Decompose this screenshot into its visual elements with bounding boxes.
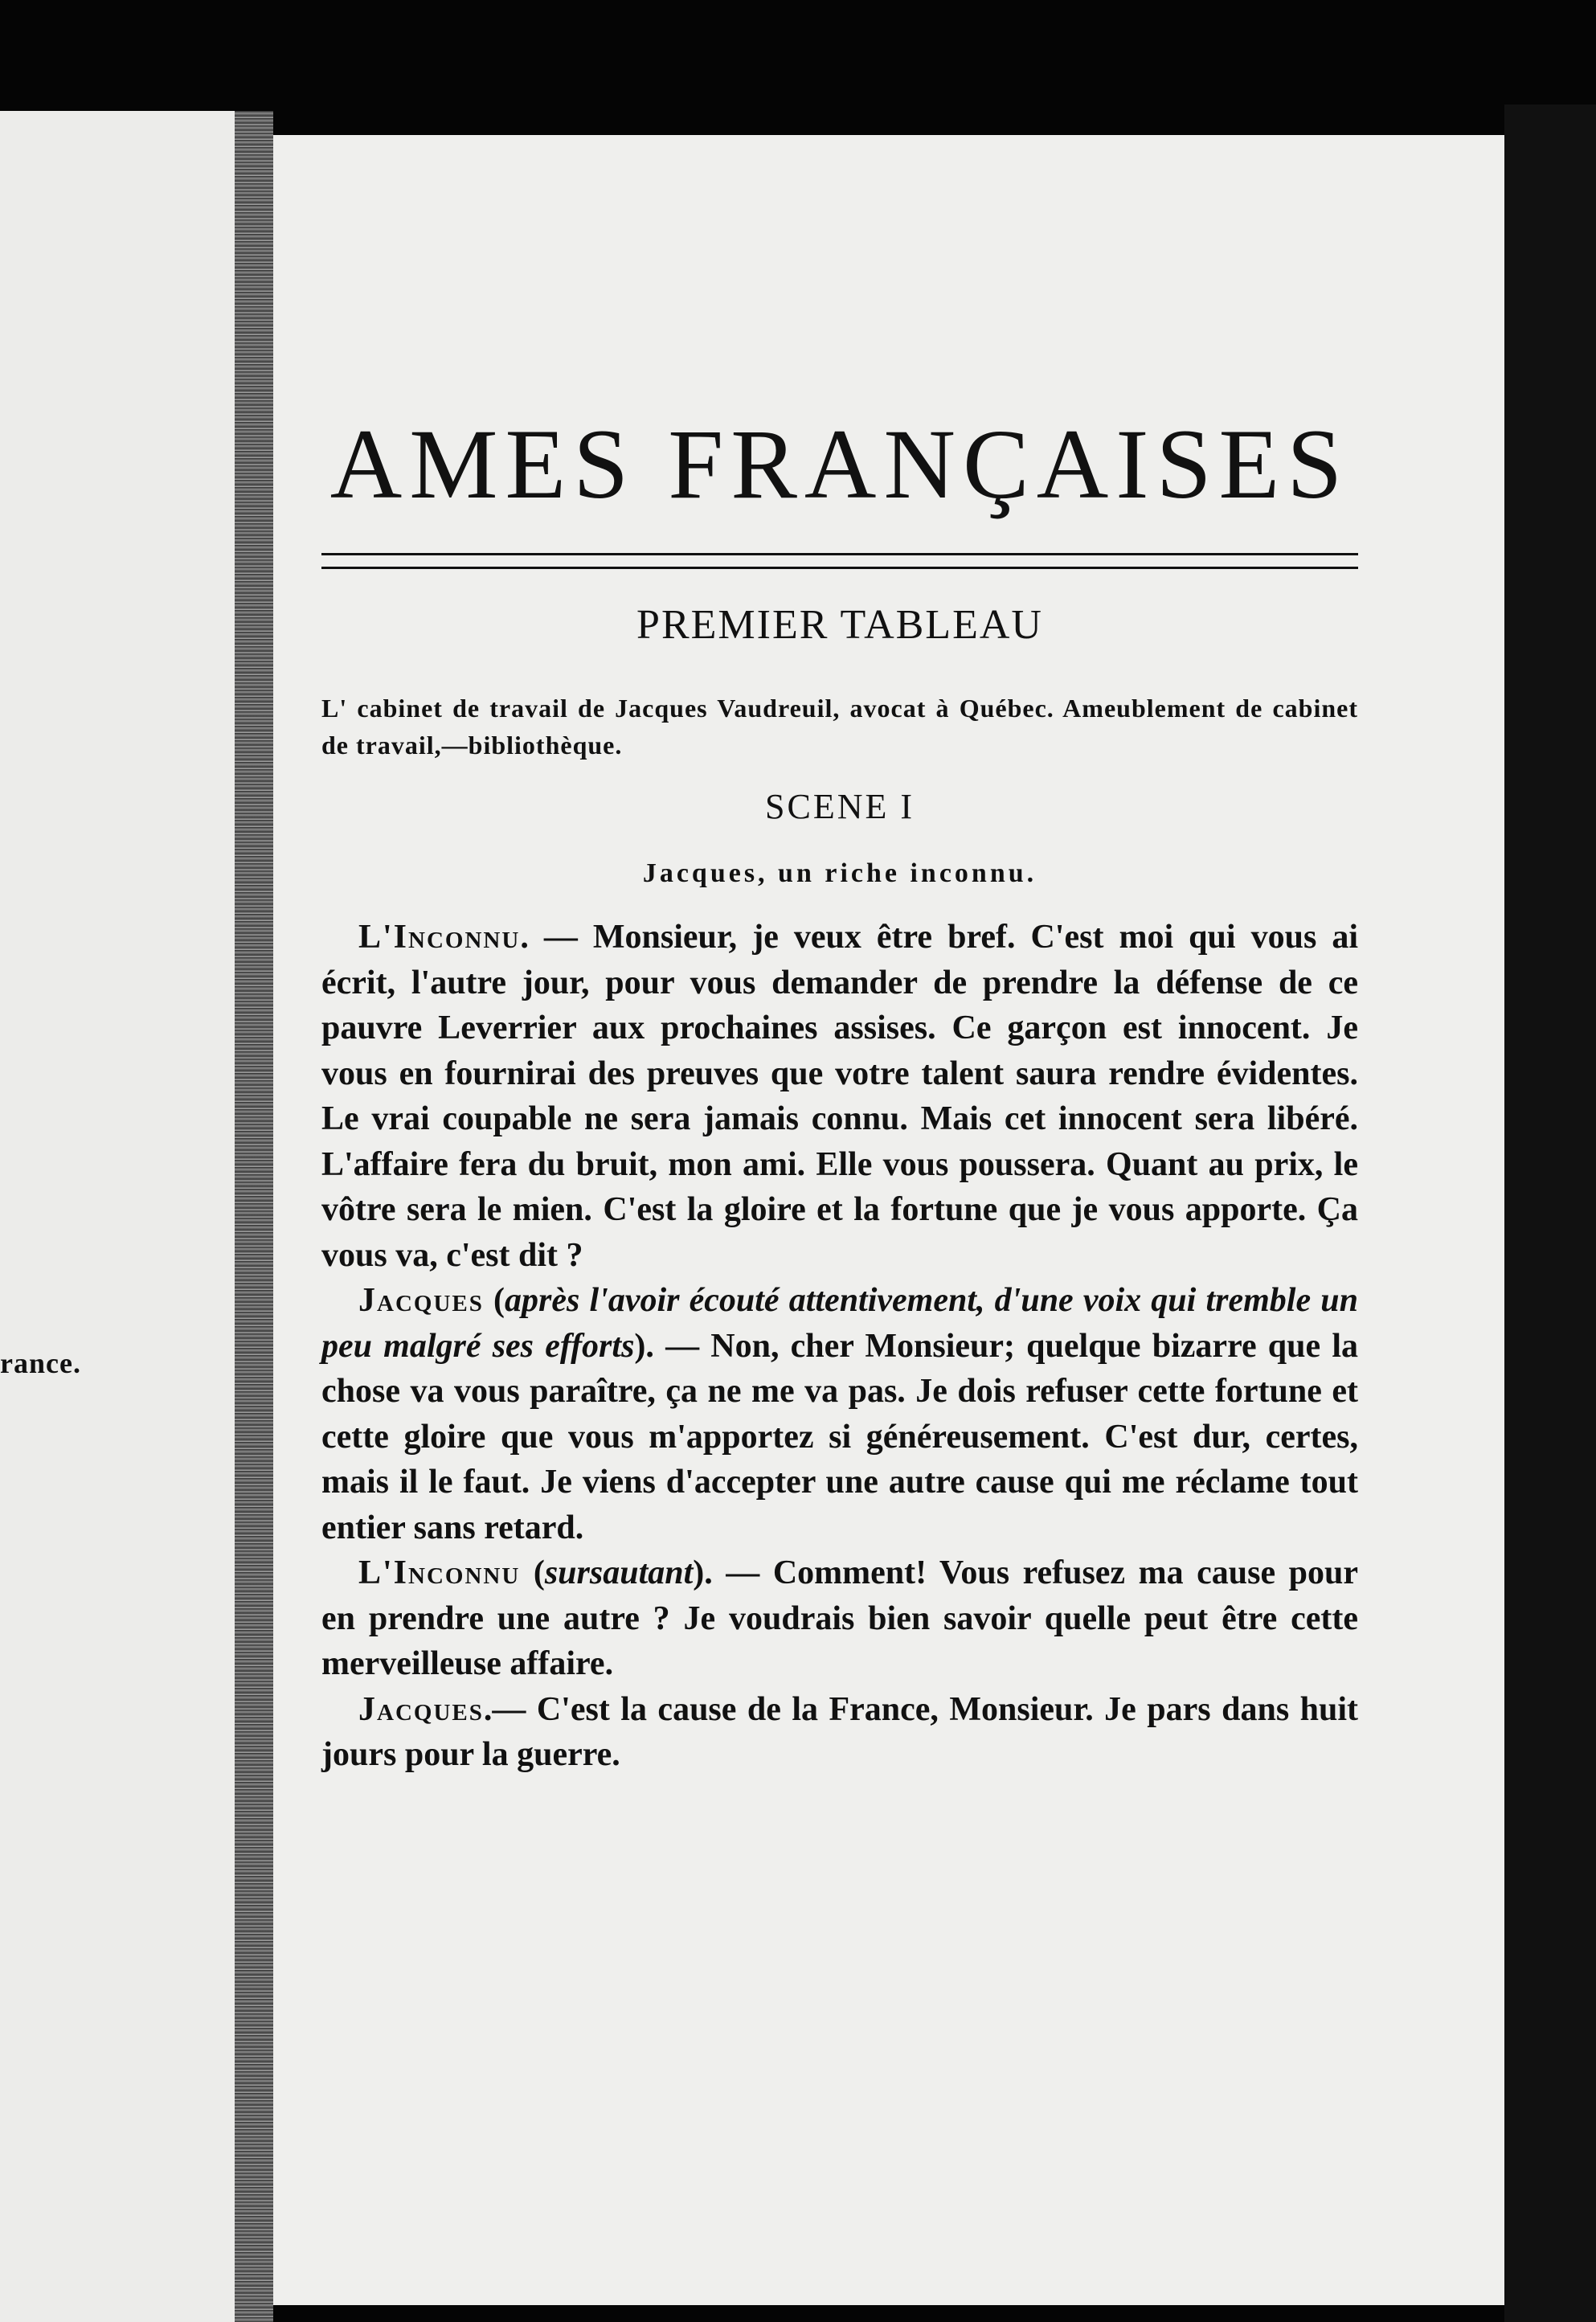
book-gutter: [235, 111, 273, 2322]
dialogue-line: Jacques.— C'est la cause de la France, Monsieur. Je pars dans huit jours pour la guerre.: [321, 1690, 1359, 1773]
speaker-name: Jacques: [358, 1282, 484, 1319]
dialogue-line: Jacques (après l'avoir écouté attentivement, d'une voix qui tremble un peu malgré ses efforts). — Non, cher Monsieur; quelque bizarre que la chose va vous paraître, ça ne me va pas. Je dois refuser cette fortune et cette gloire que vous m'apportez si généreusement. C'est dur, certes, mais il le faut. Je viens d'accepter une autre cause qui me réclame tout entier sans retard.: [321, 1282, 1358, 1546]
dialogue-text: Non, cher Monsieur; quelque bizarre que la chose va vous paraître, ça ne me va pas. Je dois refuser cette fortune et cette gloire que vous m'apportez si généreusement. C'est dur, certes, mais il le faut. Je viens d'accepter une autre cause qui me réclame tout entier sans retard.: [321, 1327, 1358, 1546]
dialogue-line: L'Inconnu (sursautant). — Comment! Vous refusez ma cause pour en prendre une autre ? Je voudrais bien savoir quelle peut être cette merveilleuse affaire.: [321, 1554, 1358, 1682]
left-page-text-fragment: rance.: [0, 1347, 81, 1379]
page-title: AMES FRANÇAISES: [329, 409, 1350, 519]
stage-aside: après l'avoir écouté attentivement, d'une voix qui tremble un peu malgré ses efforts: [321, 1282, 1358, 1365]
dialogue-text: Comment! Vous refusez ma cause pour en prendre une autre ? Je voudrais bien savoir quelle peut être cette merveilleuse affaire.: [321, 1554, 1358, 1682]
dialogue-text: Monsieur, je veux être bref. C'est moi qui vous ai écrit, l'autre jour, pour vous demander de prendre la défense de ce pauvre Leverrier aux prochaines assises. Ce garçon est innocent. Je vous en fournirai des preuves que votre talent saura rendre évidentes. Le vrai coupable ne sera jamais connu. Mais cet innocent sera libéré. L'affaire fera du bruit, mon ami. Elle vous poussera. Quant au prix, le vôtre sera le mien. C'est la gloire et la fortune que je vous apporte. Ça vous va, c'est dit ?: [321, 919, 1358, 1274]
dialogue-line: L'Inconnu. — Monsieur, je veux être bref. C'est moi qui vous ai écrit, l'autre jour, pour vous demander de prendre la défense de ce pauvre Leverrier aux prochaines assises. Ce garçon est innocent. Je vous en fournirai des preuves que votre talent saura rendre évidentes. Le vrai coupable ne sera jamais connu. Mais cet innocent sera libéré. L'affaire fera du bruit, mon ami. Elle vous poussera. Quant au prix, le vôtre sera le mien. C'est la gloire et la fortune que je vous apporte. Ça vous va, c'est dit ?: [321, 919, 1358, 1274]
dialogue-text: C'est la cause de la France, Monsieur. Je pars dans huit jours pour la guerre.: [321, 1690, 1359, 1773]
right-page: [273, 135, 1504, 2305]
dialogue: [321, 915, 1358, 1778]
book-edge: [1504, 104, 1596, 2322]
speaker-name: L'Inconnu: [358, 1554, 521, 1591]
speaker-name: Jacques: [358, 1690, 484, 1728]
cast-list: Jacques, un riche inconnu.: [642, 858, 1037, 888]
tableau-heading: PREMIER TABLEAU: [636, 602, 1043, 648]
scene-heading: SCENE I: [765, 787, 915, 826]
stage-direction: L' cabinet de travail de Jacques Vaudreuil, avocat à Québec. Ameublement de cabinet de travail,—bibliothèque.: [321, 694, 1358, 760]
double-rule: [321, 553, 1358, 569]
stage-aside: sursautant: [544, 1554, 694, 1591]
left-page: [0, 111, 235, 2322]
speaker-name: L'Inconnu: [358, 919, 521, 956]
